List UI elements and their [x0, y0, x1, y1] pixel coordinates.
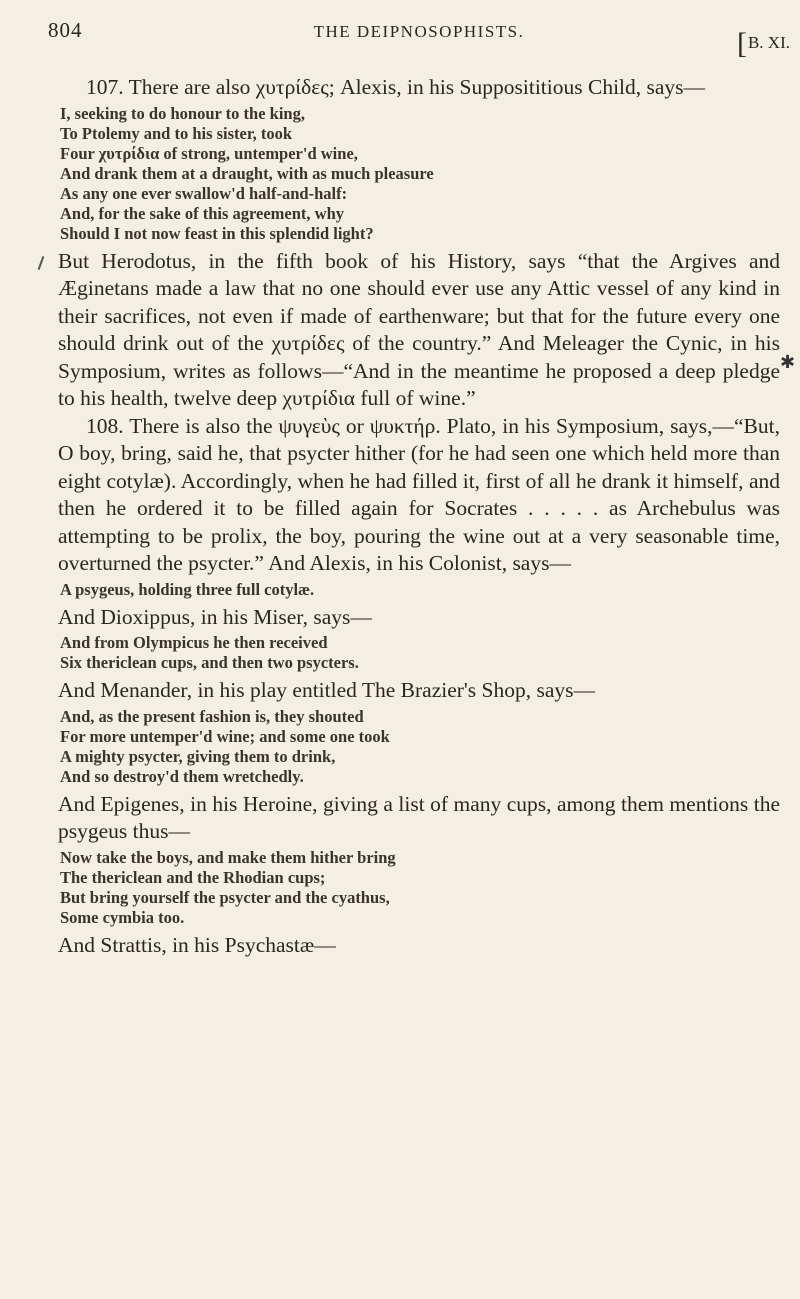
verse-line: As any one ever swallow'd half-and-half: [60, 183, 348, 203]
verse-line: The thericlean and the Rhodian cups; [60, 867, 326, 887]
margin-tick-mark [38, 256, 45, 270]
verse-quotation [60, 580, 780, 600]
verse-quotation [60, 848, 780, 928]
prose-paragraph: And Epigenes, in his Heroine, giving a list of many cups, among them mentions the psygeus thus— [58, 791, 780, 843]
verse-line: And drank them at a draught, with as much pleasure [60, 163, 434, 183]
prose-paragraph: 108. There is also the ψυγεὺς or ψυκτήρ. Plato, in his Symposium, says,—“But, O boy, bring, said he, that psycter hither (for he had seen one which held more than eight cotylæ). Accordingly, when he had filled it, first of all he drank it himself, and then he ordered it to be filled again for Socrates . . . . . as Archebulus was attempting to be prolix, the boy, pouring the wine out at a very seasonable time, overturned the psycter.” And Alexis, in his Colonist, says— [58, 413, 780, 575]
page-number: 804 [48, 18, 83, 42]
verse-line: But bring yourself the psycter and the cyathus, [60, 887, 390, 907]
verse-line: And, as the present fashion is, they shouted [60, 706, 364, 726]
verse-quotation [60, 707, 780, 787]
prose-paragraph: But Herodotus, in the fifth book of his History, says “that the Argives and Æginetans made a law that no one should ever use any Attic vessel of any kind in their sacrifices, not even if made of earthenware; but that for the future every one should drink out of the χυτρίδες of the country.” And Meleager the Cynic, in his Symposium, writes as follows—“And in the meantime he proposed a deep pledge to his health, twelve deep χυτρίδια full of wine.” [58, 248, 780, 410]
prose-paragraph: And Menander, in his play entitled The Brazier's Shop, says— [58, 678, 596, 702]
verse-line: And, for the sake of this agreement, why [60, 203, 345, 223]
body-text [58, 74, 780, 959]
verse-line: I, seeking to do honour to the king, [60, 103, 305, 123]
verse-quotation [60, 104, 780, 244]
prose-paragraph: And Dioxippus, in his Miser, says— [58, 604, 372, 629]
verse-quotation [60, 633, 780, 673]
verse-line: And from Olympicus he then received [60, 633, 328, 652]
running-title: THE DEIPNOSOPHISTS. [313, 22, 525, 41]
verse-line: A mighty psycter, giving them to drink, [60, 746, 336, 766]
verse-line: Some cymbia too. [60, 907, 185, 927]
prose-paragraph: And Strattis, in his Psychastæ— [58, 932, 336, 957]
margin-asterisk-mark: ✱ [780, 352, 796, 372]
running-header [48, 14, 790, 52]
prose-paragraph: 107. There are also χυτρίδες; Alexis, in his Supposititious Child, says— [86, 75, 706, 99]
verse-line: A psygeus, holding three full cotylæ. [60, 579, 315, 599]
verse-line: For more untemper'd wine; and some one took [60, 726, 390, 746]
section-marker: [ B. XI. [737, 22, 790, 56]
verse-line: Should I not now feast in this splendid light? [60, 223, 374, 243]
verse-line: To Ptolemy and to his sister, took [60, 123, 293, 143]
verse-line: And so destroy'd them wretchedly. [60, 766, 304, 786]
verse-line: Four χυτρίδια of strong, untemper'd wine, [60, 143, 358, 163]
verse-line: Six thericlean cups, and then two psycters. [60, 653, 359, 672]
verse-line: Now take the boys, and make them hither bring [60, 847, 396, 867]
